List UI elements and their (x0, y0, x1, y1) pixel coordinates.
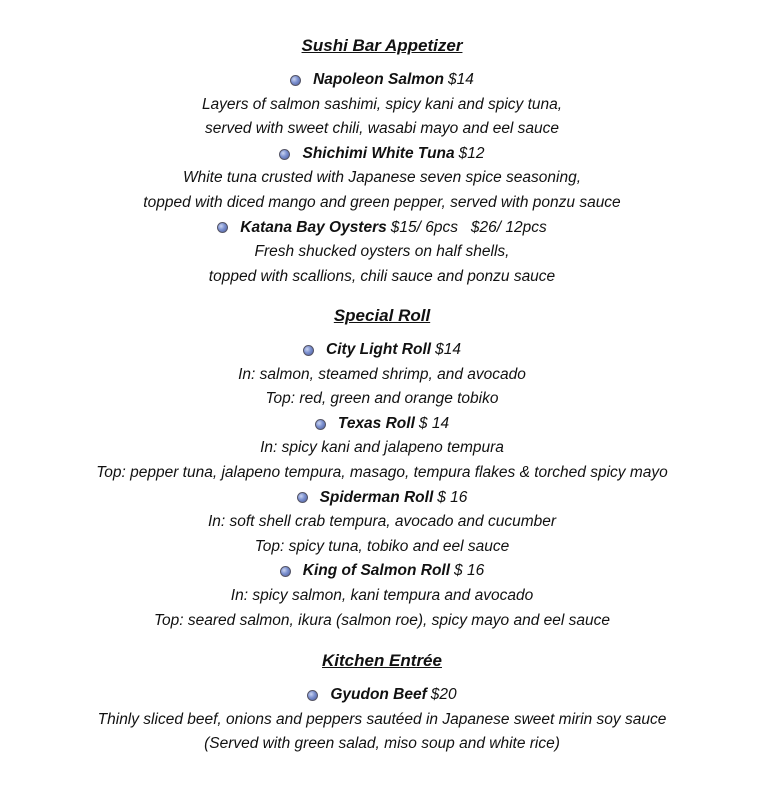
menu-item-title (0, 142, 764, 167)
menu-item-description: topped with diced mango and green pepper, served with ponzu sauce (143, 193, 621, 211)
menu-item-description: Top: spicy tuna, tobiko and eel sauce (254, 537, 510, 555)
menu-item-price: $ 16 (454, 562, 485, 580)
menu-item-description: In: spicy salmon, kani tempura and avocado (230, 586, 534, 604)
section-kitchen-entree (0, 647, 764, 757)
menu-item-description: (Served with green salad, miso soup and white rice) (204, 735, 560, 753)
blue-dot-bullet-icon (307, 690, 318, 701)
menu-item-description: topped with scallions, chili sauce and ponzu sauce (208, 267, 556, 285)
section-special-roll (0, 302, 764, 633)
blue-dot-bullet-icon (297, 492, 308, 503)
menu-item-price: $20 (430, 686, 457, 703)
menu-item-name: Shichimi White Tuna (302, 144, 455, 162)
menu-item-name: Spiderman Roll (319, 488, 434, 506)
menu-item-description: Top: pepper tuna, jalapeno tempura, masago, tempura flakes & torched spicy mayo (96, 463, 668, 481)
menu-item-price: $15/ 6pcs $26/ 12pcs (390, 218, 547, 236)
menu-item-title (0, 486, 764, 511)
menu-item-price: $12 (458, 144, 485, 162)
heading-spacer (0, 675, 764, 683)
blue-dot-bullet-icon (303, 345, 314, 356)
menu-item-name: Texas Roll (337, 414, 415, 432)
menu-item-description: Top: seared salmon, ikura (salmon roe), spicy mayo and eel sauce (153, 611, 611, 629)
menu-item-description: Layers of salmon sashimi, spicy kani and spicy tuna, (201, 95, 563, 113)
menu-item-price: $ 14 (418, 414, 450, 432)
menu-item-description: Fresh shucked oysters on half shells, (254, 243, 510, 261)
menu-item-price: $14 (435, 341, 461, 358)
blue-dot-bullet-icon (315, 419, 326, 430)
blue-dot-bullet-icon (280, 566, 291, 577)
menu-item-title (0, 338, 764, 363)
menu-item-description: In: salmon, steamed shrimp, and avocado (238, 365, 526, 383)
menu-item-price: $14 (448, 71, 474, 88)
heading-spacer (0, 60, 764, 68)
menu-item-title (0, 559, 764, 584)
menu-item-title (0, 216, 764, 241)
menu-item-description: served with sweet chili, wasabi mayo and eel sauce (204, 120, 560, 138)
menu-item-title (0, 412, 764, 437)
section-heading: Sushi Bar Appetizer (301, 36, 463, 55)
heading-spacer (0, 330, 764, 338)
menu-item-name: Gyudon Beef (330, 686, 427, 703)
menu-item-description: In: soft shell crab tempura, avocado and cucumber (207, 513, 557, 531)
menu-item-name: King of Salmon Roll (302, 562, 451, 580)
section-sushi-bar-appetizer (0, 32, 764, 289)
menu-item-price: $ 16 (437, 488, 468, 506)
menu-item-description: In: spicy kani and jalapeno tempura (260, 439, 504, 457)
section-heading: Special Roll (333, 306, 431, 325)
menu-item-name: Katana Bay Oysters (240, 218, 387, 236)
blue-dot-bullet-icon (290, 75, 301, 86)
menu-item-description: Thinly sliced beef, onions and peppers sautéed in Japanese sweet mirin soy sauce (97, 710, 667, 728)
menu-item-title (0, 68, 764, 93)
blue-dot-bullet-icon (217, 222, 228, 233)
menu-item-title (0, 683, 764, 708)
section-heading: Kitchen Entrée (322, 651, 442, 670)
menu-item-name: City Light Roll (326, 341, 432, 358)
menu-item-name: Napoleon Salmon (313, 71, 445, 88)
menu-item-description: Top: red, green and orange tobiko (265, 390, 499, 408)
blue-dot-bullet-icon (279, 149, 290, 160)
menu-item-description: White tuna crusted with Japanese seven spice seasoning, (182, 169, 582, 187)
